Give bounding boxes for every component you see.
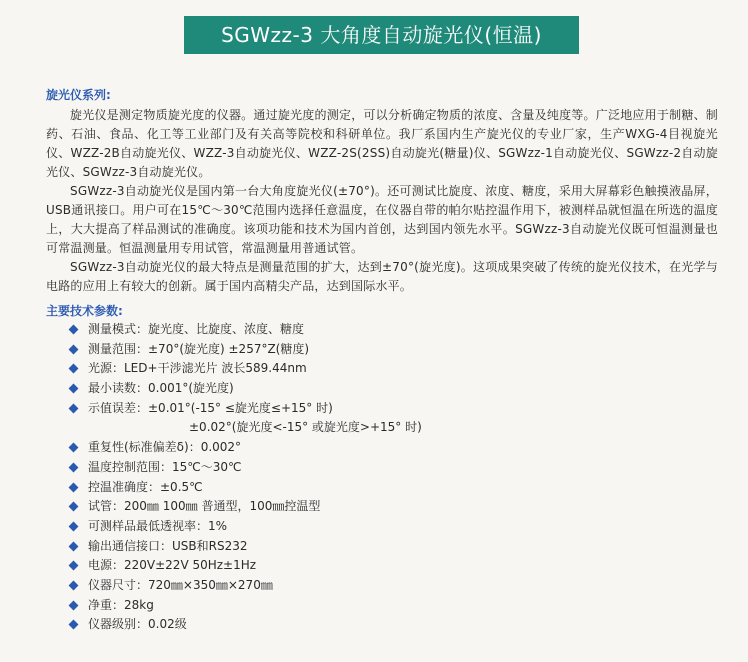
diamond-bullet-icon [69,403,79,413]
spec-item [46,320,718,340]
spec-text: 净重：28kg [88,597,154,612]
spec-item [46,379,718,399]
diamond-bullet-icon [69,600,79,610]
diamond-bullet-icon [69,502,79,512]
section-heading-series: 旋光仪系列: [46,88,111,102]
diamond-bullet-icon [69,344,79,354]
spec-item [46,537,718,557]
spec-text: 可测样品最低透视率：1% [88,518,228,533]
spec-item [46,576,718,596]
spec-text: 试管：200㎜ 100㎜ 普通型，100㎜控温型 [88,499,321,514]
diamond-bullet-icon [69,482,79,492]
diamond-bullet-icon [69,620,79,630]
spec-item-continuation [46,418,718,438]
spec-text: 重复性(标准偏差δ)：0.002° [88,440,242,455]
spec-text: 测量范围：±70°(旋光度) ±257°Z(糖度) [88,341,310,356]
spec-item [46,340,718,360]
diamond-bullet-icon [69,364,79,374]
spec-item [46,596,718,616]
spec-item [46,458,718,478]
diamond-bullet-icon [69,462,79,472]
spec-item [46,438,718,458]
section-heading-specs: 主要技术参数: [46,304,123,318]
spec-text: 测量模式：旋光度、比旋度、浓度、糖度 [88,322,305,336]
spec-list [46,320,718,635]
spec-text: 示值误差：±0.01°(-15° ≤旋光度≤+15° 时) [88,400,333,415]
diamond-bullet-icon [69,384,79,394]
paragraph: SGWzz-3自动旋光仪是国内第一台大角度旋光仪(±70°)。还可测试比旋度、浓度、糖度，采用大屏幕彩色触摸液晶屏，USB通讯接口。用户可在15℃～30℃范围内选择任意温度，在仪器自带的帕尔贴控温作用下，被测样品就恒温在所选的温度上，大大提高了样品测试的准确度。该项功能和技术为国内首创，达到国内领先水平。SGWzz-3自动旋光仪既可恒温测量也可常温测量。恒温测量用专用试管，常温测量用普通试管。 [46,184,718,255]
spec-item [46,517,718,537]
intro-text [46,106,718,296]
paragraph: SGWzz-3自动旋光仪的最大特点是测量范围的扩大，达到±70°(旋光度)。这项成果突破了传统的旋光仪技术，在光学与电路的应用上有较大的创新。属于国内高精尖产品，达到国际水平。 [46,260,718,293]
spec-text: 最小读数：0.001°(旋光度) [88,381,234,396]
spec-text: 输出通信接口：USB和RS232 [88,538,248,553]
spec-text: 仪器尺寸：720㎜×350㎜×270㎜ [88,577,273,592]
diamond-bullet-icon [69,325,79,335]
spec-text: 温度控制范围：15℃～30℃ [88,459,242,474]
diamond-bullet-icon [69,521,79,531]
diamond-bullet-icon [69,580,79,590]
page-title: SGWzz-3 大角度自动旋光仪(恒温) [184,16,579,54]
spec-text: 电源：220V±22V 50Hz±1Hz [88,558,257,573]
spec-text: ±0.02°(旋光度<-15° 或旋光度>+15° 时) [189,420,422,435]
paragraph: 旋光仪是测定物质旋光度的仪器。通过旋光度的测定，可以分析确定物质的浓度、含量及纯度等。广泛地应用于制糖、制药、石油、食品、化工等工业部门及有关高等院校和科研单位。我厂系国内生产旋光仪的专业厂家，生产WXG-4目视旋光仪、WZZ-2B自动旋光仪、WZZ-3自动旋光仪、WZZ-2S(2SS)自动旋光(糖量)仪、SGWzz-1自动旋光仪、SGWzz-2自动旋光仪、SGWzz-3自动旋光仪。 [46,108,718,179]
spec-text: 光源：LED+干涉滤光片 波长589.44nm [88,361,307,376]
diamond-bullet-icon [69,541,79,551]
diamond-bullet-icon [69,561,79,571]
spec-item [46,615,718,635]
spec-text: 仪器级别：0.02级 [88,617,187,632]
spec-item [46,399,718,419]
spec-item [46,359,718,379]
spec-item [46,478,718,498]
diamond-bullet-icon [69,443,79,453]
spec-item [46,497,718,517]
spec-item [46,556,718,576]
spec-text: 控温准确度：±0.5℃ [88,479,203,494]
